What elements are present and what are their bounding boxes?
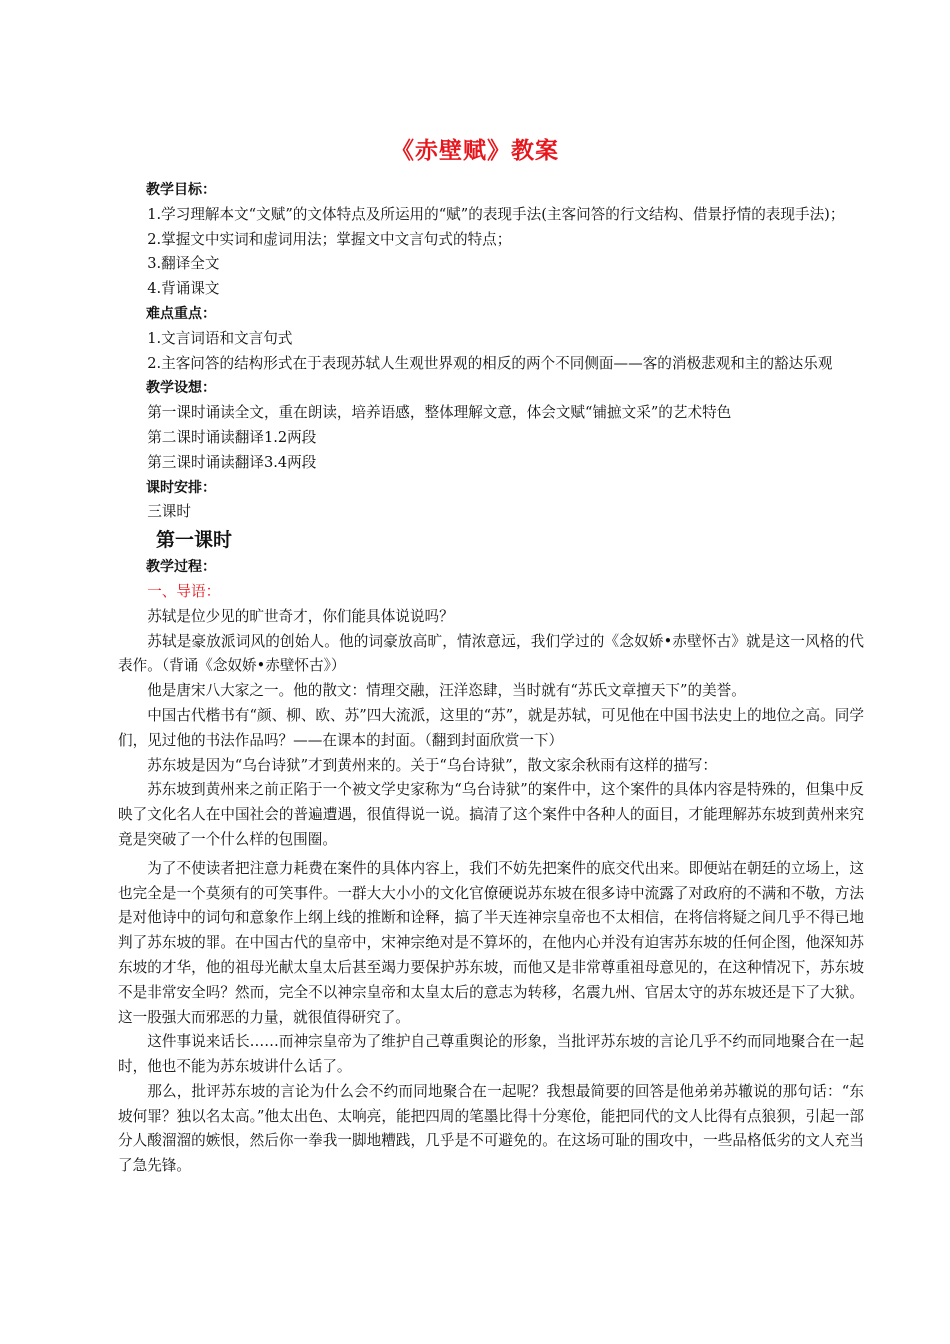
body-paragraph: 苏东坡是因为“乌台诗狱”才到黄州来的。关于“乌台诗狱”，散文家余秋雨有这样的描写：: [147, 756, 718, 774]
intro-heading: 一、导语：: [147, 582, 221, 600]
body-paragraph: 苏轼是豪放派词风的创始人。他的词豪放高旷，情浓意远，我们学过的《念奴娇•赤壁怀古》就是这一风格的代表作。（背诵《念奴娇•赤壁怀古》）: [118, 632, 864, 675]
goal-item: 3.翻译全文: [147, 255, 220, 273]
design-item: 第三课时诵读翻译3.4两段: [147, 453, 317, 471]
difficulty-item: 2.主客问答的结构形式在于表现苏轼人生观世界观的相反的两个不同侧面——客的消极悲观和主的豁达乐观: [147, 354, 833, 372]
schedule-value: 三课时: [147, 503, 191, 521]
goal-item: 2.掌握文中实词和虚词用法；掌握文中文言句式的特点；: [147, 230, 512, 248]
design-heading: 教学设想：: [146, 380, 216, 397]
goal-item: 4.背诵课文: [147, 280, 220, 298]
body-paragraph: 中国古代楷书有“颜、柳、欧、苏”四大流派，这里的“苏”，就是苏轼，可见他在中国书法史上的地位之高。同学们，见过他的书法作品吗？——在课本的封面。（翻到封面欣赏一下）: [118, 706, 864, 749]
difficulty-item: 1.文言词语和文言句式: [147, 329, 293, 347]
document-title: 《赤壁赋》教案: [391, 138, 559, 164]
body-paragraph: 他是唐宋八大家之一。他的散文：情理交融，汪洋恣肆，当时就有“苏氏文章擅天下”的美誉。: [147, 682, 746, 700]
body-paragraph: 苏东坡到黄州来之前正陷于一个被文学史家称为“乌台诗狱”的案件中，这个案件的具体内容是特殊的，但集中反映了文化名人在中国社会的普遍遭遇，很值得说一说。搞清了这个案件中各种人的面目，才能理解苏东坡到黄州来究竟是突破了一个什么样的包围圈。: [118, 781, 864, 848]
body-paragraph: 为了不使读者把注意力耗费在案件的具体内容上，我们不妨先把案件的底交代出来。即便站在朝廷的立场上，这也完全是一个莫须有的可笑事件。一群大大小小的文化官僚硬说苏东坡在很多诗中流露了对政府的不满和不敬，方法是对他诗中的词句和意象作上纲上线的推断和诠释，搞了半天连神宗皇帝也不太相信，在将信将疑之间几乎不得已地判了苏东坡的罪。在中国古代的皇帝中，宋神宗绝对是不算坏的，在他内心并没有迫害苏东坡的任何企图，他深知苏东坡的才华，他的祖母光献太皇太后甚至竭力要保护苏东坡，而他又是非常尊重祖母意见的，在这种情况下，苏东坡不是非常安全吗？然而，完全不以神宗皇帝和太皇太后的意志为转移，名震九州、官居太守的苏东坡还是下了大狱。这一股强大而邪恶的力量，就很值得研究了。: [118, 859, 864, 1026]
body-paragraph: 苏轼是位少见的旷世奇才，你们能具体说说吗？: [147, 607, 454, 625]
difficulty-heading: 难点重点：: [146, 305, 216, 322]
document-body: [118, 178, 864, 1179]
lesson-title: 第一课时: [156, 529, 233, 552]
design-item: 第一课时诵读全文，重在朗读，培养语感，整体理解文意，体会文赋“铺摭文采”的艺术特色: [147, 404, 732, 422]
body-paragraph: 这件事说来话长……而神宗皇帝为了维护自己尊重舆论的形象，当批评苏东坡的言论几乎不约而同地聚合在一起时，他也不能为苏东坡讲什么话了。: [118, 1033, 864, 1076]
process-heading: 教学过程：: [146, 559, 216, 576]
design-item: 第二课时诵读翻译1.2两段: [147, 428, 317, 446]
schedule-heading: 课时安排：: [146, 479, 216, 496]
body-paragraph: 那么，批评苏东坡的言论为什么会不约而同地聚合在一起呢？我想最简要的回答是他弟弟苏辙说的那句话：“东坡何罪？独以名太高。”他太出色、太响亮，能把四周的笔墨比得十分寒伧，能把同代的文人比得有点狼狈，引起一部分人酸溜溜的嫉恨，然后你一拳我一脚地糟践，几乎是不可避免的。在这场可耻的围攻中，一些品格低劣的文人充当了急先锋。: [118, 1082, 864, 1175]
goal-item: 1.学习理解本文“文赋”的文体特点及所运用的“赋”的表现手法(主客问答的行文结构、借景抒情的表现手法)；: [147, 205, 845, 223]
goals-heading: 教学目标：: [146, 182, 216, 198]
